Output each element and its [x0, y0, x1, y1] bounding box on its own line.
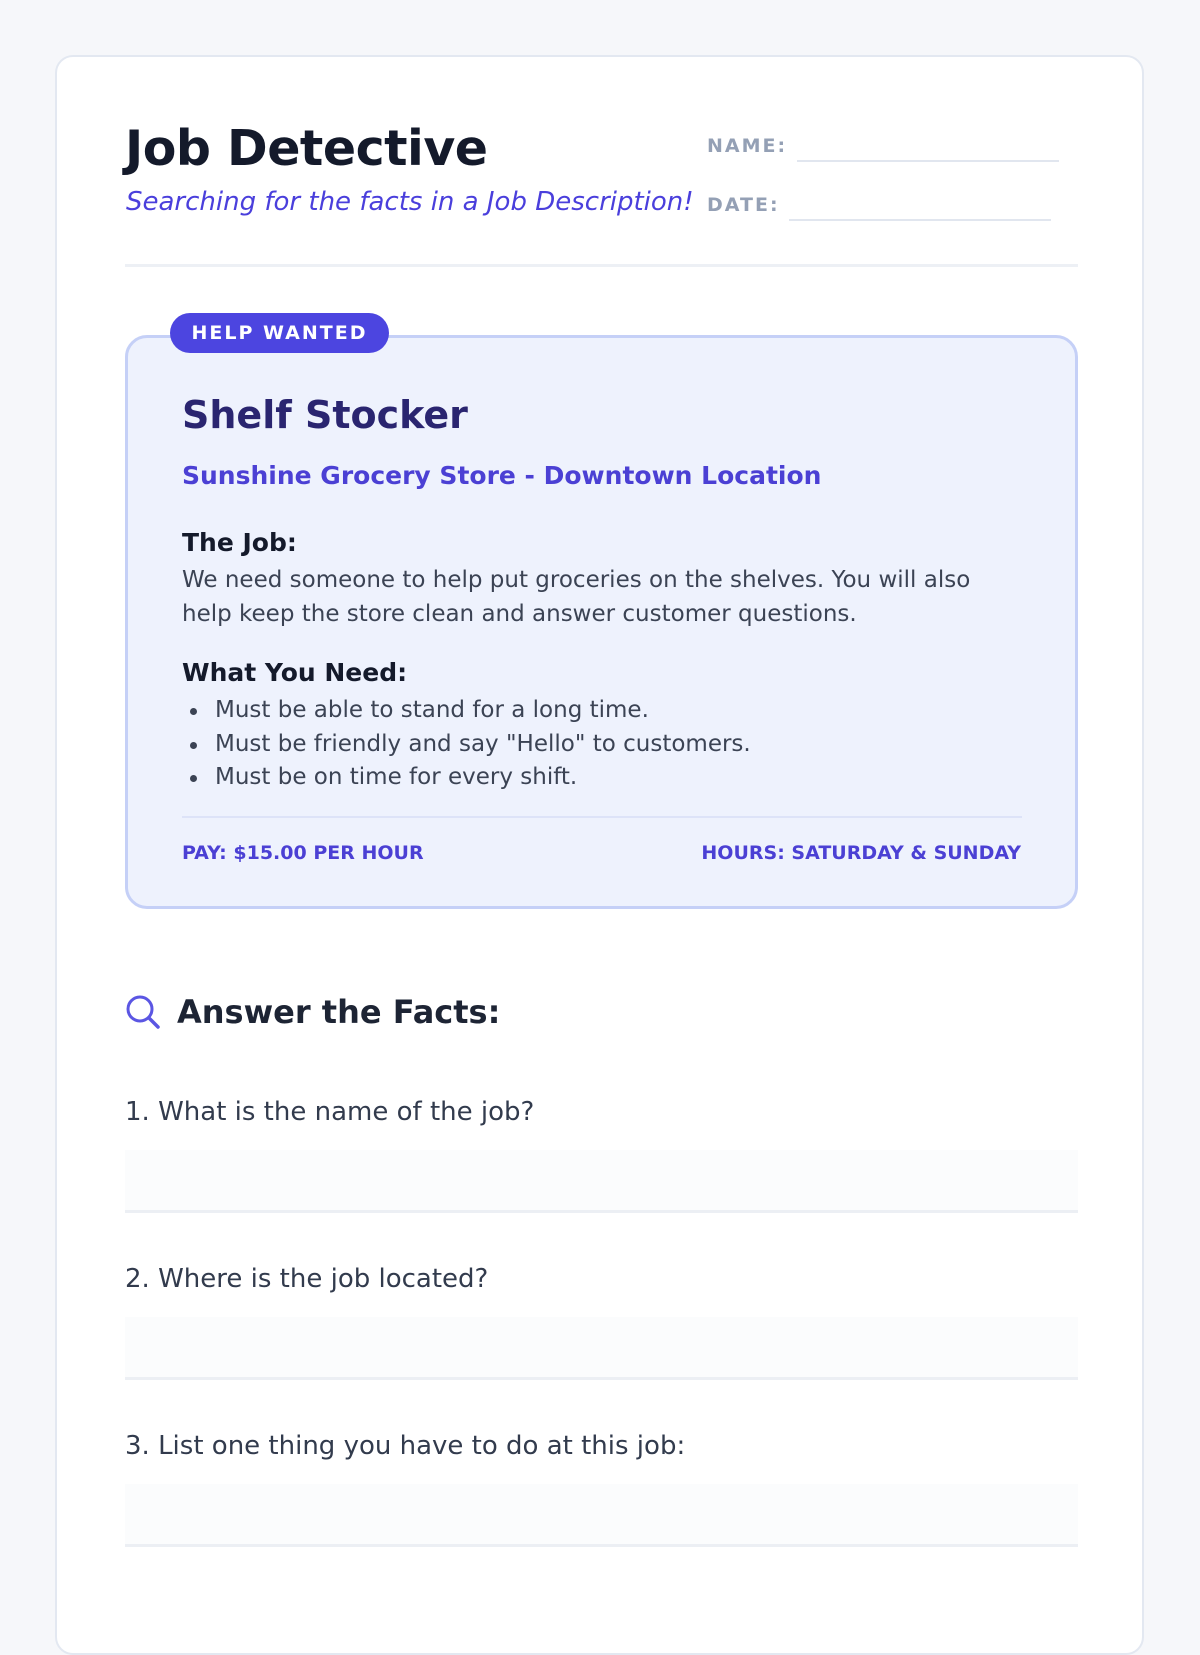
job-title: Shelf Stocker: [182, 393, 468, 437]
requirement-text: Must be able to stand for a long time.: [215, 697, 649, 723]
job-location: Sunshine Grocery Store - Downtown Location: [182, 461, 822, 490]
name-field[interactable]: [797, 160, 1059, 162]
bullet-icon: [190, 775, 197, 782]
requirements-heading: What You Need:: [182, 658, 408, 687]
header-divider: [125, 264, 1078, 267]
hours-info: HOURS: SATURDAY & SUNDAY: [701, 842, 1021, 864]
name-label: NAME:: [707, 135, 788, 157]
bullet-icon: [190, 742, 197, 749]
requirement-text: Must be friendly and say "Hello" to customers.: [215, 730, 751, 757]
bullet-icon: [190, 708, 197, 715]
requirement-item: [182, 728, 751, 762]
pay-info: PAY: $15.00 PER HOUR: [182, 842, 424, 864]
requirement-text: Must be on time for every shift.: [215, 764, 578, 790]
date-label: DATE:: [707, 194, 780, 216]
job-posting-card: [125, 322, 1078, 909]
requirements-list: [182, 694, 751, 795]
job-description: We need someone to help put groceries on the shelves. You will also help keep the store clean and answer customer questions.: [182, 567, 971, 627]
answer-section-heading: [125, 994, 500, 1030]
question-1: 1. What is the name of the job?: [125, 1097, 535, 1127]
answer-field-2[interactable]: [125, 1317, 1078, 1380]
card-divider: [182, 816, 1022, 818]
answer-field-3[interactable]: [125, 1484, 1078, 1547]
requirement-item: [182, 694, 751, 728]
answer-section-title: Answer the Facts:: [177, 993, 501, 1031]
answer-field-1[interactable]: [125, 1150, 1078, 1213]
date-field[interactable]: [789, 219, 1051, 221]
search-icon: [125, 994, 161, 1030]
requirement-item: [182, 761, 751, 795]
worksheet-subtitle: Searching for the facts in a Job Description!: [126, 187, 694, 217]
help-wanted-badge: HELP WANTED: [170, 313, 389, 353]
question-3: 3. List one thing you have to do at this job:: [125, 1431, 686, 1461]
job-section-heading: The Job:: [182, 528, 297, 557]
question-2: 2. Where is the job located?: [125, 1264, 489, 1294]
worksheet: [55, 55, 1144, 1655]
worksheet-title: Job Detective: [125, 120, 488, 177]
